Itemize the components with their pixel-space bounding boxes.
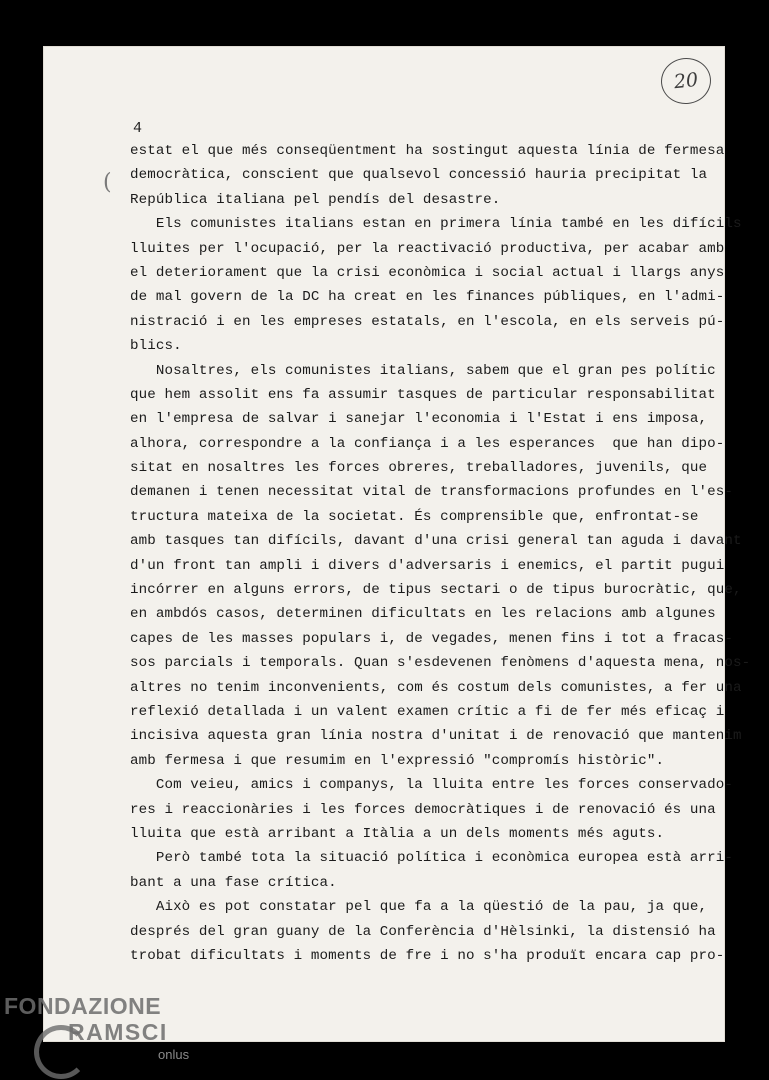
text-line: alhora, correspondre a la confiança i a les esperances que han dipo-	[130, 435, 725, 452]
document-page	[43, 46, 751, 1042]
text-line: lluites per l'ocupació, per la reactivació productiva, per acabar amb	[130, 240, 725, 257]
watermark-line2: RAMSCI	[68, 1019, 168, 1045]
text-line: res i reaccionàries i les forces democràtiques i de renovació és una	[130, 801, 716, 818]
text-line: capes de les masses populars i, de vegades, menen fins i tot a fracas-	[130, 630, 733, 647]
text-line: democràtica, conscient que qualsevol concessió hauria precipitat la	[130, 167, 708, 184]
text-line: amb tasques tan difícils, davant d'una crisi general tan aguda i davant	[130, 533, 742, 550]
text-line: Els comunistes italians estan en primera línia també en les difícils	[130, 216, 742, 233]
typed-body-text	[130, 139, 751, 968]
text-line: sitat en nosaltres les forces obreres, treballadores, juvenils, que	[130, 460, 708, 477]
text-line: demanen i tenen necessitat vital de transformacions profundes en l'es-	[130, 484, 733, 501]
text-line: tructura mateixa de la societat. És comprensible que, enfrontat-se	[130, 508, 699, 525]
text-line: altres no tenim inconvenients, com és costum dels comunistes, a fer una	[130, 679, 742, 696]
text-line: en l'empresa de salvar i sanejar l'economia i l'Estat i ens imposa,	[130, 411, 708, 428]
text-line: Nosaltres, els comunistes italians, sabem que el gran pes polític	[130, 362, 716, 379]
text-line: bant a una fase crítica.	[130, 874, 337, 891]
text-line: lluita que està arribant a Itàlia a un dels moments més aguts.	[130, 825, 665, 842]
archive-number: 20	[672, 68, 700, 94]
text-line: blics.	[130, 338, 182, 355]
text-line: que hem assolit ens fa assumir tasques de particular responsabilitat	[130, 386, 716, 403]
fondazione-gramsci-watermark	[4, 993, 190, 1062]
text-line: Però també tota la situació política i econòmica europea està arri-	[130, 850, 733, 867]
watermark-line1: FONDAZIONE	[4, 993, 162, 1019]
text-line: d'un front tan ampli i divers d'adversaris i enemics, el partit pugui	[130, 557, 725, 574]
text-line: sos parcials i temporals. Quan s'esdevenen fenòmens d'aquesta mena, nos-	[130, 655, 751, 672]
margin-bracket-mark: (	[103, 170, 112, 195]
text-line: després del gran guany de la Conferència d'Hèlsinki, la distensió ha	[130, 923, 716, 940]
text-line: Això es pot constatar pel que fa a la qüestió de la pau, ja que,	[130, 899, 708, 916]
text-line: reflexió detallada i un valent examen crític a fi de fer més eficaç i	[130, 703, 725, 720]
text-line: Com veieu, amics i companys, la lluita entre les forces conservado-	[130, 777, 733, 794]
text-line: incórrer en alguns errors, de tipus sectari o de tipus burocràtic, que,	[130, 582, 742, 599]
text-line: de mal govern de la DC ha creat en les finances públiques, en l'admi-	[130, 289, 725, 306]
text-line: amb fermesa i que resumim en l'expressió "compromís històric".	[130, 752, 665, 769]
text-line: en ambdós casos, determinen dificultats en les relacions amb algunes	[130, 606, 716, 623]
text-line: el deteriorament que la crisi econòmica i social actual i llargs anys	[130, 264, 725, 281]
watermark-suffix: onlus	[158, 1047, 190, 1062]
archive-number-mark	[659, 56, 714, 107]
text-line: nistració i en les empreses estatals, en l'escola, en els serveis pú-	[130, 313, 725, 330]
text-line: estat el que més conseqüentment ha sostingut aquesta línia de fermesa	[130, 143, 725, 159]
text-line: incisiva aquesta gran línia nostra d'unitat i de renovació que mantenim	[130, 728, 742, 745]
text-line: trobat dificultats i moments de fre i no s'ha produït encara cap pro-	[130, 947, 725, 964]
page-number: 4	[133, 120, 143, 137]
text-line: República italiana pel pendís del desastre.	[130, 191, 501, 208]
